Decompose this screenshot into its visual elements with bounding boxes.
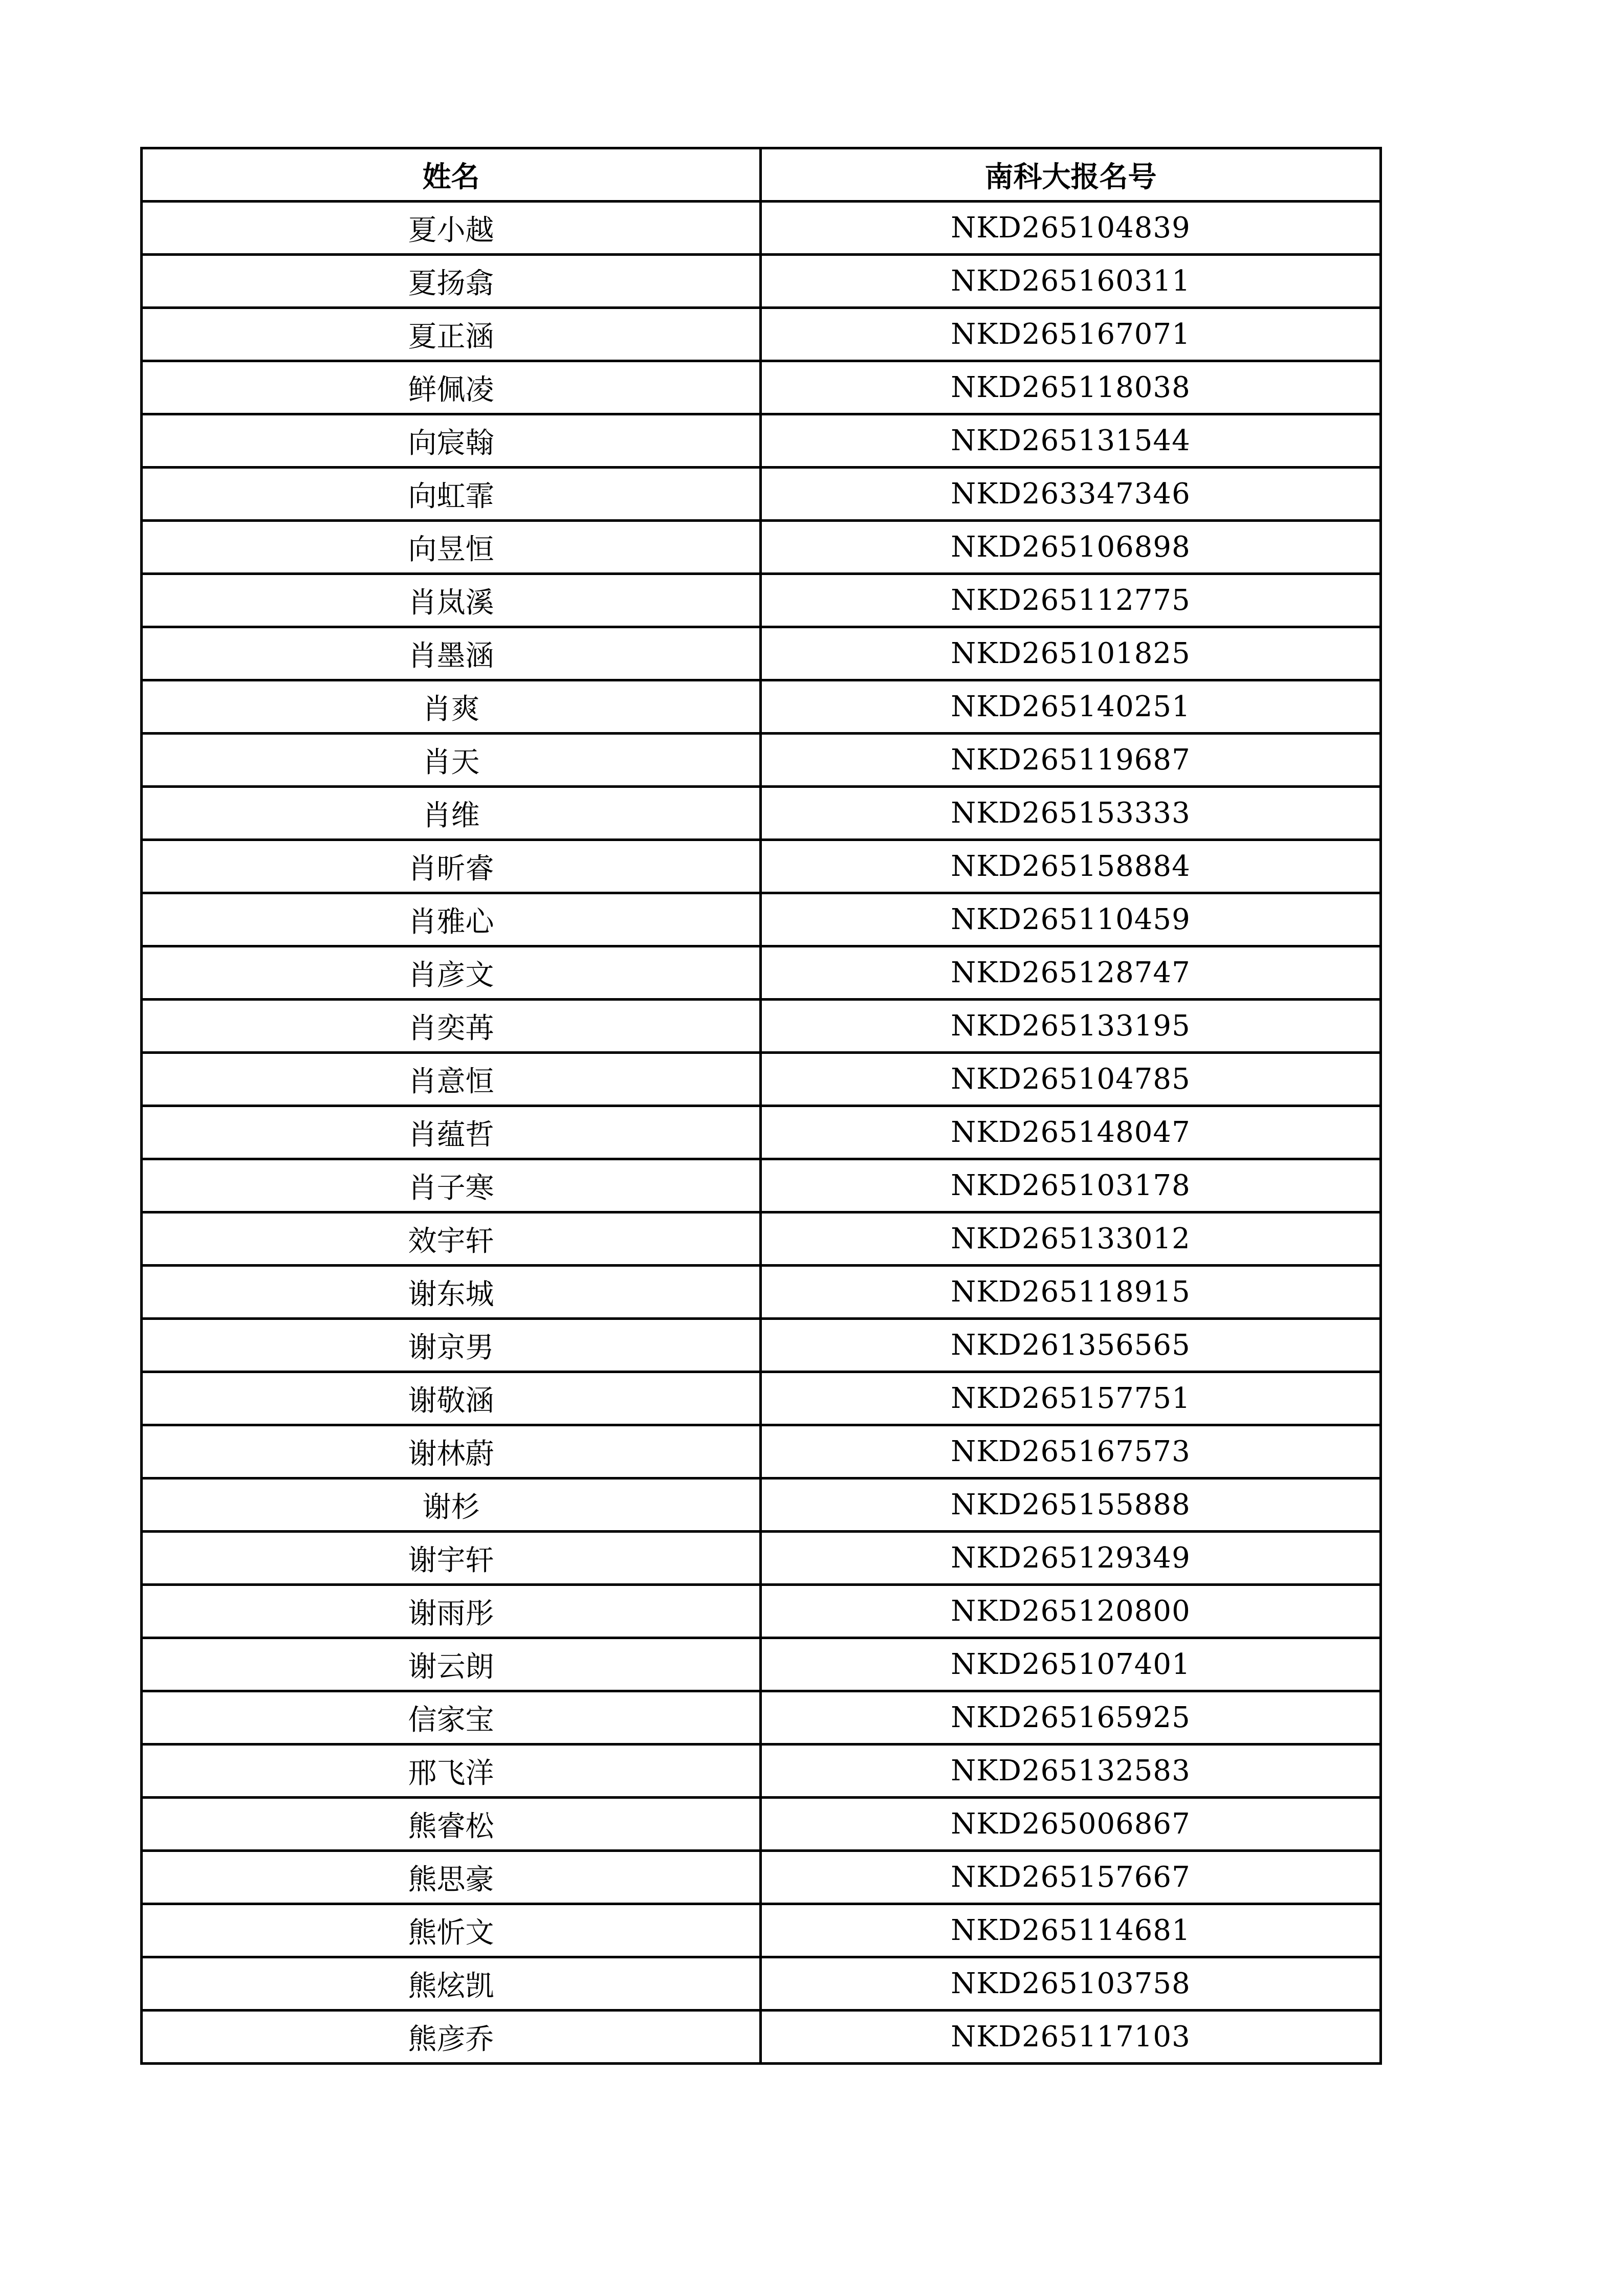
table-row — [142, 574, 1381, 627]
registration-number-cell: NKD265157751 — [761, 1372, 1381, 1425]
table-row — [142, 202, 1381, 255]
registration-number-cell: NKD265133195 — [761, 1000, 1381, 1053]
student-name-cell: 邢飞洋 — [142, 1745, 761, 1798]
registration-number-cell: NKD265131544 — [761, 414, 1381, 468]
student-name-cell: 肖雅心 — [142, 893, 761, 946]
header-row — [142, 148, 1381, 202]
student-name-cell: 谢东城 — [142, 1266, 761, 1319]
student-name-cell: 谢雨彤 — [142, 1585, 761, 1638]
registration-number-cell: NKD265107401 — [761, 1638, 1381, 1691]
table-row — [142, 1851, 1381, 1904]
table-row — [142, 946, 1381, 1000]
student-name-cell: 夏扬翕 — [142, 255, 761, 308]
registration-number-cell: NKD265110459 — [761, 893, 1381, 946]
student-name-cell: 熊睿松 — [142, 1798, 761, 1851]
registration-number-cell: NKD263347346 — [761, 468, 1381, 521]
registration-number-cell: NKD265118038 — [761, 361, 1381, 414]
student-name-cell: 肖彦文 — [142, 946, 761, 1000]
student-name-cell: 谢敬涵 — [142, 1372, 761, 1425]
table-row — [142, 627, 1381, 680]
student-name-cell: 夏正涵 — [142, 308, 761, 361]
registration-number-cell: NKD265103178 — [761, 1159, 1381, 1212]
student-name-cell: 肖爽 — [142, 680, 761, 734]
table-row — [142, 1372, 1381, 1425]
registration-number-cell: NKD265158884 — [761, 840, 1381, 893]
registration-number-cell: NKD265153333 — [761, 787, 1381, 840]
student-name-cell: 熊彦乔 — [142, 2011, 761, 2064]
student-name-cell: 向宸翰 — [142, 414, 761, 468]
registration-number-cell: NKD265119687 — [761, 734, 1381, 787]
table-row — [142, 1106, 1381, 1159]
student-name-cell: 效宇轩 — [142, 1212, 761, 1266]
student-name-cell: 向昱恒 — [142, 521, 761, 574]
table-row — [142, 1000, 1381, 1053]
table-row — [142, 1691, 1381, 1745]
table-row — [142, 1425, 1381, 1478]
table-row — [142, 1585, 1381, 1638]
student-name-cell: 谢京男 — [142, 1319, 761, 1372]
student-name-cell: 熊炫凯 — [142, 1957, 761, 2011]
student-name-cell: 信家宝 — [142, 1691, 761, 1745]
table-row — [142, 840, 1381, 893]
column-header-registration-number: 南科大报名号 — [761, 148, 1381, 202]
student-name-cell: 熊思豪 — [142, 1851, 761, 1904]
table-row — [142, 308, 1381, 361]
student-name-cell: 肖墨涵 — [142, 627, 761, 680]
table-row — [142, 1266, 1381, 1319]
registration-number-cell: NKD265155888 — [761, 1478, 1381, 1532]
student-name-cell: 肖维 — [142, 787, 761, 840]
table-row — [142, 468, 1381, 521]
student-name-cell: 肖子寒 — [142, 1159, 761, 1212]
student-name-cell: 谢云朗 — [142, 1638, 761, 1691]
registration-number-cell: NKD265157667 — [761, 1851, 1381, 1904]
table-row — [142, 734, 1381, 787]
table-row — [142, 255, 1381, 308]
table-row — [142, 1904, 1381, 1957]
table-row — [142, 361, 1381, 414]
student-name-cell: 熊忻文 — [142, 1904, 761, 1957]
registration-number-cell: NKD265103758 — [761, 1957, 1381, 2011]
student-name-cell: 谢宇轩 — [142, 1532, 761, 1585]
registration-number-cell: NKD265148047 — [761, 1106, 1381, 1159]
student-name-cell: 肖天 — [142, 734, 761, 787]
table-row — [142, 1957, 1381, 2011]
registration-number-cell: NKD265128747 — [761, 946, 1381, 1000]
table-row — [142, 1798, 1381, 1851]
registration-number-cell: NKD265006867 — [761, 1798, 1381, 1851]
registration-number-cell: NKD265165925 — [761, 1691, 1381, 1745]
student-name-cell: 谢杉 — [142, 1478, 761, 1532]
student-name-cell: 肖岚溪 — [142, 574, 761, 627]
table-row — [142, 1212, 1381, 1266]
registration-number-cell: NKD265101825 — [761, 627, 1381, 680]
registration-number-cell: NKD265117103 — [761, 2011, 1381, 2064]
registration-number-cell: NKD265104785 — [761, 1053, 1381, 1106]
column-header-name: 姓名 — [142, 148, 761, 202]
student-name-cell: 肖蕴哲 — [142, 1106, 761, 1159]
table-row — [142, 521, 1381, 574]
student-name-cell: 肖意恒 — [142, 1053, 761, 1106]
registration-number-cell: NKD265104839 — [761, 202, 1381, 255]
table-row — [142, 1638, 1381, 1691]
registration-number-cell: NKD265118915 — [761, 1266, 1381, 1319]
table-row — [142, 1745, 1381, 1798]
table-row — [142, 414, 1381, 468]
registration-number-cell: NKD265160311 — [761, 255, 1381, 308]
registration-number-cell: NKD265120800 — [761, 1585, 1381, 1638]
registration-number-cell: NKD265106898 — [761, 521, 1381, 574]
registration-number-cell: NKD265167071 — [761, 308, 1381, 361]
registration-number-cell: NKD265114681 — [761, 1904, 1381, 1957]
table-row — [142, 1532, 1381, 1585]
table-row — [142, 1053, 1381, 1106]
table-row — [142, 1478, 1381, 1532]
student-name-cell: 谢林蔚 — [142, 1425, 761, 1478]
table-row — [142, 893, 1381, 946]
table-row — [142, 1159, 1381, 1212]
student-name-cell: 夏小越 — [142, 202, 761, 255]
registration-number-cell: NKD265140251 — [761, 680, 1381, 734]
registration-number-cell: NKD265167573 — [761, 1425, 1381, 1478]
registration-number-cell: NKD265112775 — [761, 574, 1381, 627]
student-name-cell: 肖昕睿 — [142, 840, 761, 893]
student-name-cell: 鲜佩凌 — [142, 361, 761, 414]
table-row — [142, 1319, 1381, 1372]
student-name-cell: 向虹霏 — [142, 468, 761, 521]
registration-number-cell: NKD261356565 — [761, 1319, 1381, 1372]
table-body — [142, 202, 1381, 2064]
registration-number-cell: NKD265133012 — [761, 1212, 1381, 1266]
registration-table — [140, 147, 1382, 2065]
table-row — [142, 2011, 1381, 2064]
table-row — [142, 680, 1381, 734]
registration-number-cell: NKD265129349 — [761, 1532, 1381, 1585]
student-name-cell: 肖奕苒 — [142, 1000, 761, 1053]
registration-number-cell: NKD265132583 — [761, 1745, 1381, 1798]
table-row — [142, 787, 1381, 840]
